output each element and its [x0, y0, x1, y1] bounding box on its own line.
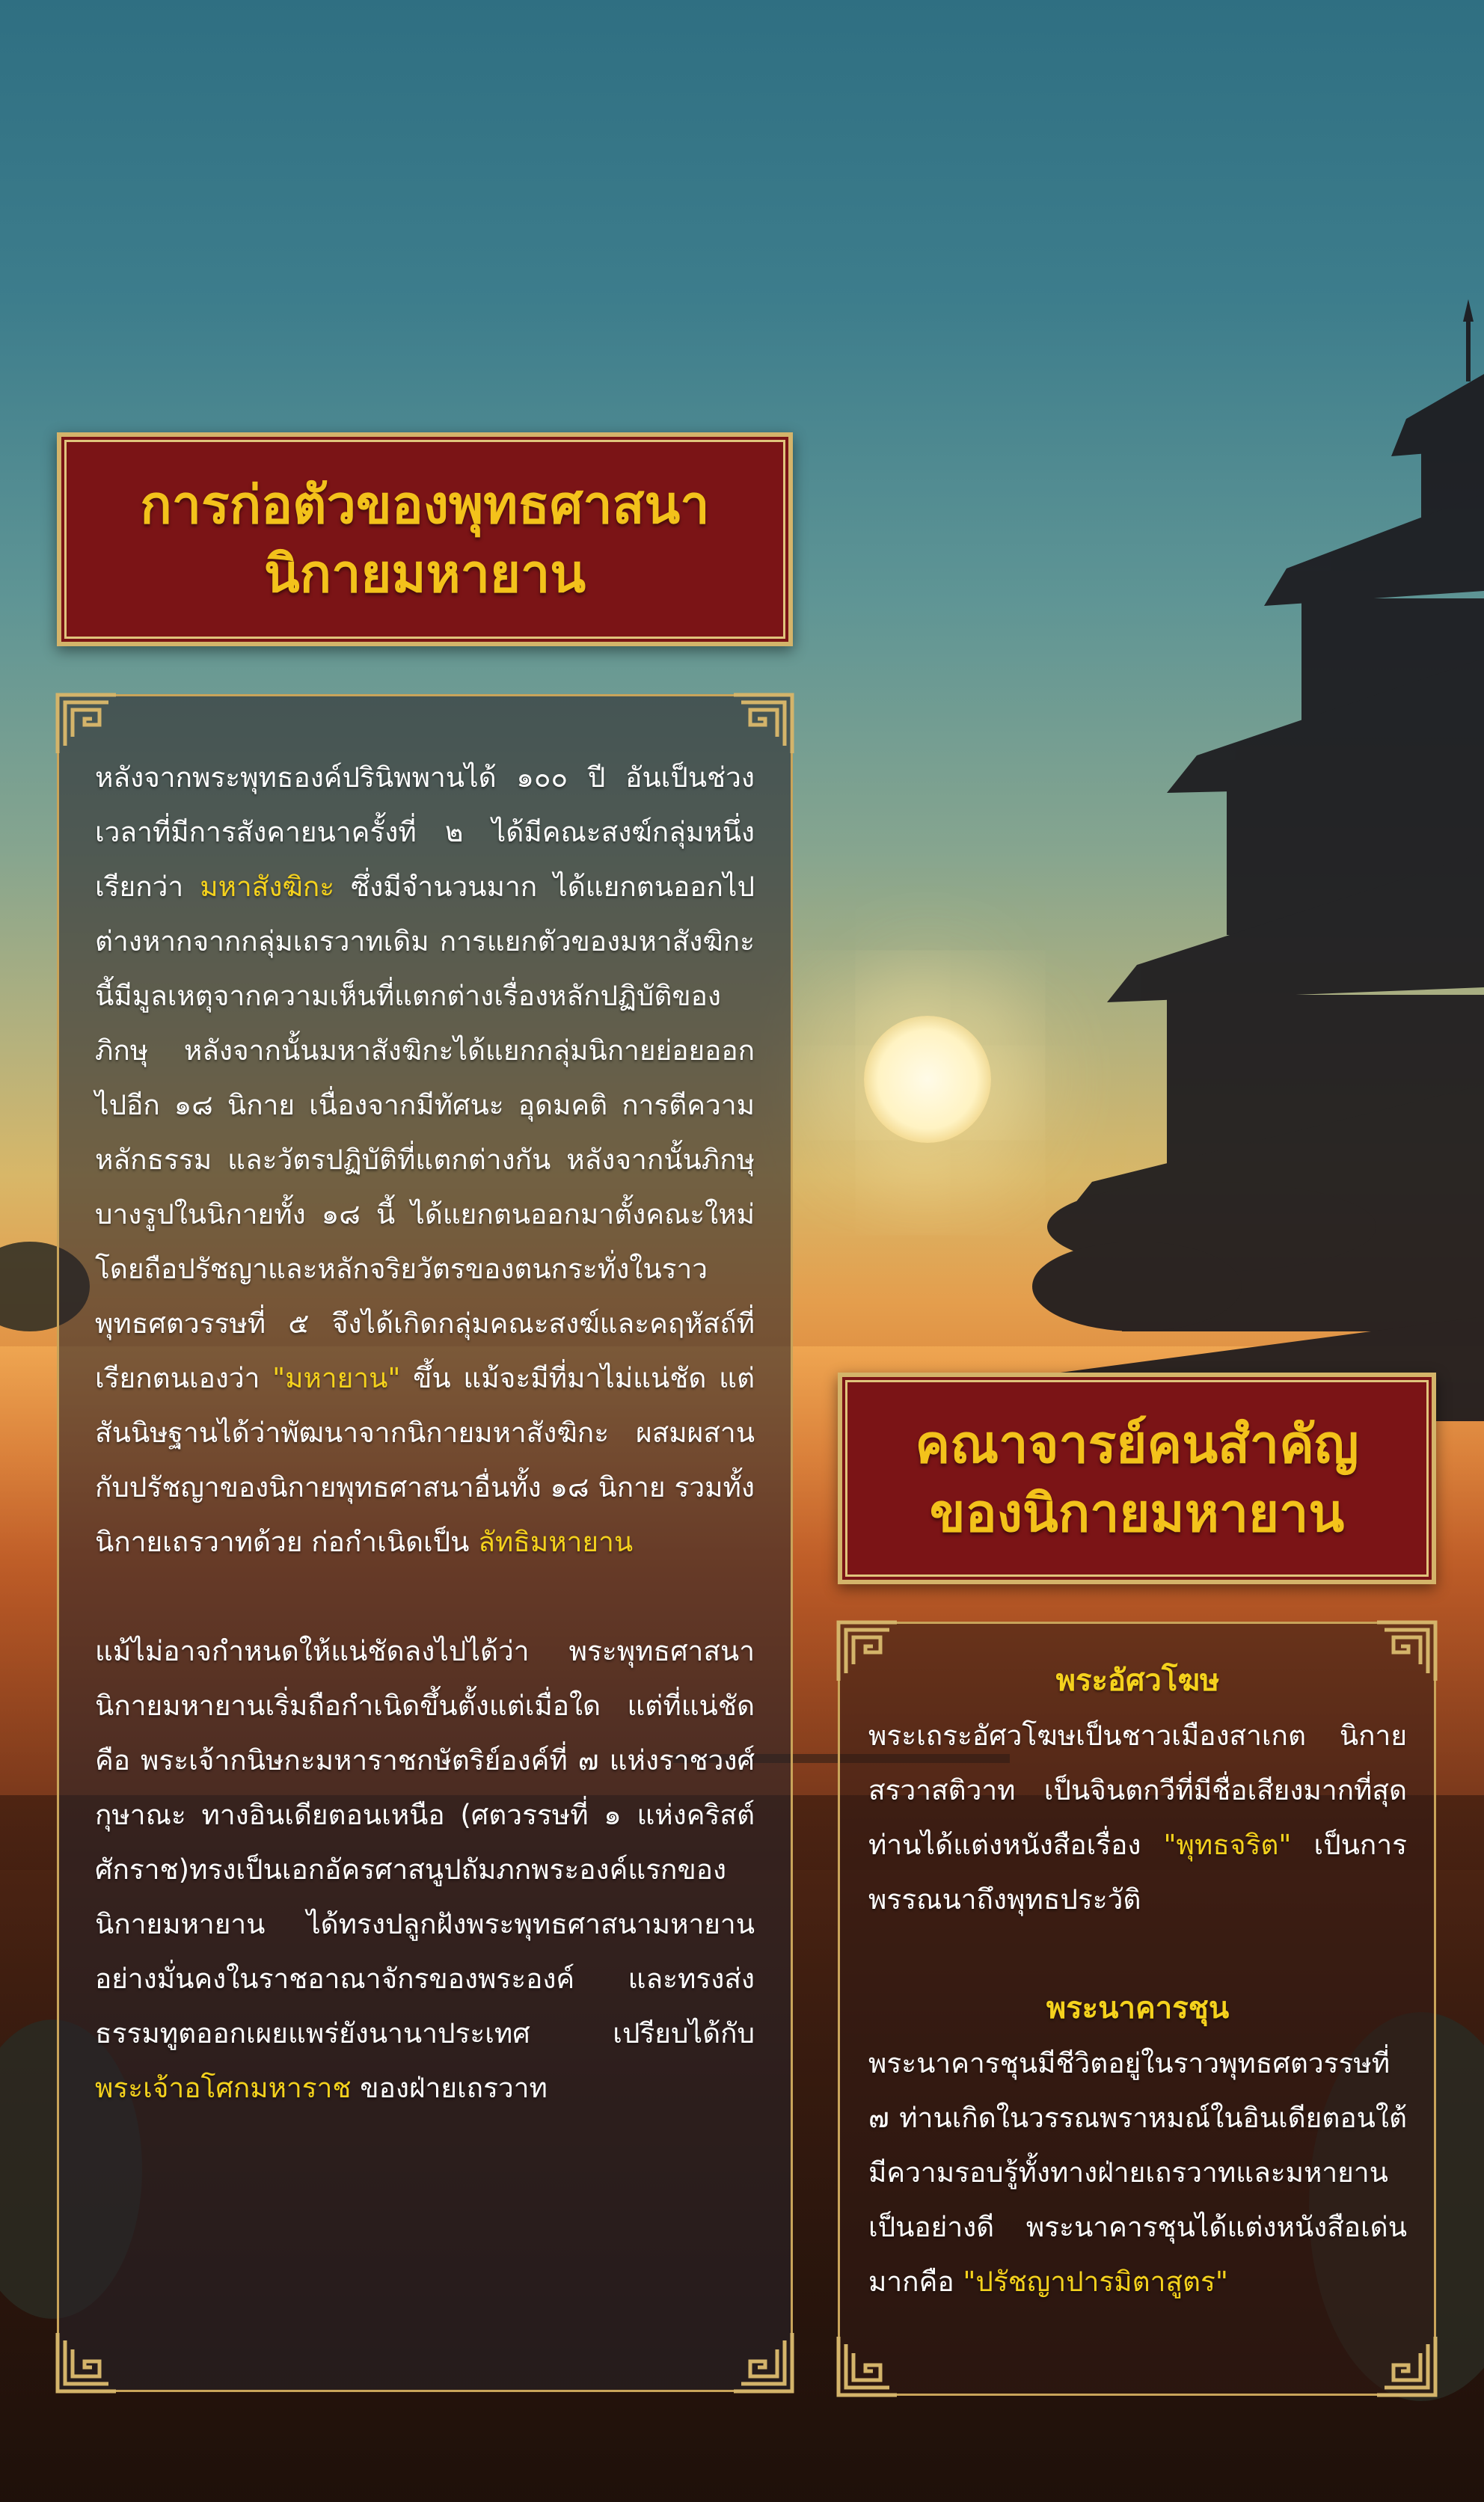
person-block-nagarjuna	[868, 1981, 1407, 2309]
asvaghosa-text-a: พระเถระอัศวโฆษเป็นชาวเมืองสาเกต นิกายสรวาสติวาท เป็นจินตกวีที่มีชื่อเสียงมากที่สุด ท่านได้แต่งหนังสือเรื่อง	[868, 1720, 1407, 1861]
nagarjuna-text-a: พระนาคารชุนมีชีวิตอยู่ในราวพุทธศตวรรษที่ ๗ ท่านเกิดในวรรณพราหมณ์ในอินเดียตอนใต้ มีความรอบรู้ทั้งทางฝ่ายเถรวาทและมหายานเป็นอย่างดี พระนาคารชุนได้แต่งหนังสือเด่นมากคือ	[868, 2047, 1407, 2298]
left-p1-highlight-b: "มหายาน"	[272, 1362, 401, 1394]
left-p1-text-b: ซึ่งมีจำนวนมาก ได้แยกตนออกไปต่างหากจากกลุ่มเถรวาทเดิม การแยกตัวของมหาสังฆิกะนี้มีมูลเหตุจากความเห็นที่แตกต่างเรื่องหลักปฏิบัติของภิกษุ หลังจากนั้นมหาสังฆิกะได้แยกกลุ่มนิกายย่อยออกไปอีก ๑๘ นิกาย เนื่องจากมีทัศนะ อุดมคติ การตีความหลักธรรม และวัตรปฏิบัติที่แตกต่างกัน หลังจากนั้นภิกษุบางรูปในนิกายทั้ง ๑๘ นี้ ได้แยกตนออกมาตั้งคณะใหม่ โดยถือปรัชญาและหลักจริยวัตรของตนกระทั่งในราวพุทธศตวรรษที่ ๕ จึงได้เกิดกลุ่มคณะสงฆ์และคฤหัสถ์ที่เรียกตนเองว่า	[95, 871, 755, 1394]
right-body-text	[868, 1654, 1407, 2309]
person-heading-nagarjuna: พระนาคารชุน	[1046, 1991, 1230, 2026]
right-title-line1: คณาจารย์คนสำคัญ	[915, 1414, 1359, 1474]
left-p1-text-a: หลังจากพระพุทธองค์ปรินิพพานได้ ๑๐๐ ปี อันเป็นช่วงเวลาที่มีการสังคายนาครั้งที่ ๒ ได้มีคณะสงฆ์กลุ่มหนึ่งเรียกว่า	[95, 761, 755, 903]
left-title-plaque	[57, 432, 793, 646]
corner-ornament-icon	[55, 2330, 119, 2394]
left-title-line2: นิกายมหายาน	[263, 545, 586, 603]
person-description-asvaghosa	[868, 1708, 1407, 1927]
left-title-line1: การก่อตัวของพุทธศาสนา	[140, 476, 710, 534]
corner-ornament-icon	[55, 692, 119, 756]
nagarjuna-highlight: "ปรัชญาปารมิตาสูตร"	[963, 2266, 1228, 2298]
left-p1-text-c: ขึ้น แม้จะมีที่มาไม่แน่ชัด แต่สันนิษฐานได้ว่าพัฒนาจากนิกายมหาสังฆิกะ ผสมผสานกับปรัชญาของนิกายพุทธศาสนาอื่นทั้ง ๑๘ นิกาย รวมทั้งนิกายเถรวาทด้วย ก่อกำเนิดเป็น	[95, 1362, 755, 1558]
corner-ornament-icon	[835, 2334, 900, 2398]
person-block-asvaghosa	[868, 1654, 1407, 1927]
asvaghosa-text-b: เป็นการพรรณนาถึงพุทธประวัติ	[868, 1829, 1407, 1916]
corner-ornament-icon	[731, 2330, 795, 2394]
left-paragraph-1	[95, 750, 755, 1569]
left-p1-highlight-c: ลัทธิมหายาน	[478, 1526, 634, 1558]
person-heading-asvaghosa: พระอัศวโฆษ	[1055, 1664, 1220, 1698]
right-content-panel	[838, 1622, 1436, 2396]
right-title-plaque	[838, 1373, 1436, 1584]
asvaghosa-highlight: "พุทธจริต"	[1163, 1829, 1292, 1861]
person-description-nagarjuna	[868, 2036, 1407, 2309]
left-paragraph-2	[95, 1624, 755, 2115]
left-p2-text-b: ของฝ่ายเถรวาท	[351, 2072, 548, 2104]
right-title-line2: ของนิกายมหายาน	[929, 1483, 1345, 1542]
corner-ornament-icon	[731, 692, 795, 756]
left-body-text	[95, 750, 755, 2115]
left-p2-text-a: แม้ไม่อาจกำหนดให้แน่ชัดลงไปได้ว่า พระพุทธศาสนานิกายมหายานเริ่มถือกำเนิดขึ้นตั้งแต่เมื่อใด แต่ที่แน่ชัดคือ พระเจ้ากนิษกะมหาราชกษัตริย์องค์ที่ ๗ แห่งราชวงศ์กุษาณะ ทางอินเดียตอนเหนือ (ศตวรรษที่ ๑ แห่งคริสต์ศักราช)ทรงเป็นเอกอัครศาสนูปถัมภกพระองค์แรกของนิกายมหายาน ได้ทรงปลูกฝังพระพุทธศาสนามหายานอย่างมั่นคงในราชอาณาจักรของพระองค์ และทรงส่งธรรมทูตออกเผยแพร่ยังนานาประเทศ เปรียบได้กับ	[95, 1635, 755, 2049]
left-p2-highlight-a: พระเจ้าอโศกมหาราช	[95, 2072, 352, 2104]
corner-ornament-icon	[1374, 2334, 1438, 2398]
left-content-panel	[57, 694, 793, 2392]
left-p1-highlight-a: มหาสังฆิกะ	[200, 871, 335, 903]
